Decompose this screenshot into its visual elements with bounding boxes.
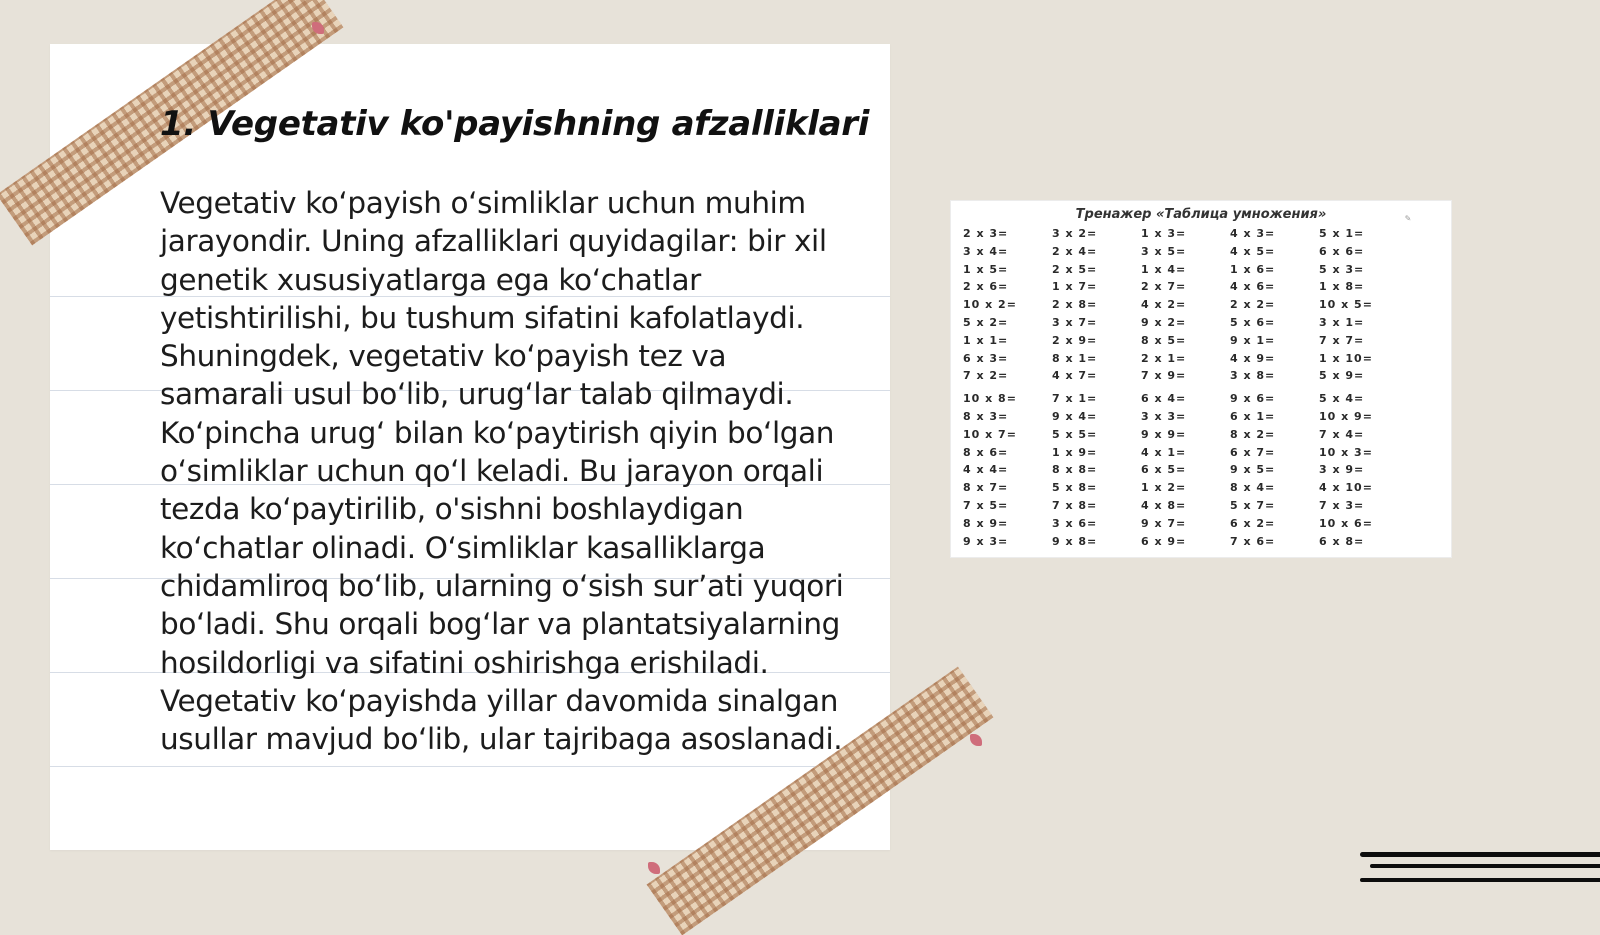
worksheet-problem: 6 x 9= <box>1141 534 1187 548</box>
worksheet-problem: 6 x 2= <box>1230 516 1276 530</box>
worksheet-problem: 5 x 2= <box>963 315 1009 329</box>
worksheet-problem: 7 x 4= <box>1319 427 1365 441</box>
worksheet-problem: 8 x 3= <box>963 409 1009 423</box>
worksheet-problem: 6 x 3= <box>963 351 1009 365</box>
worksheet-problem: 4 x 1= <box>1141 445 1187 459</box>
worksheet-problem: 4 x 4= <box>963 463 1009 477</box>
worksheet-problem: 3 x 8= <box>1230 369 1276 383</box>
multiplication-worksheet-image <box>950 200 1452 558</box>
worksheet-problem: 9 x 3= <box>963 534 1009 548</box>
worksheet-problem: 3 x 2= <box>1052 227 1098 240</box>
worksheet-problem: 1 x 8= <box>1319 280 1365 294</box>
worksheet-problem: 9 x 1= <box>1230 333 1276 347</box>
worksheet-problem: 5 x 5= <box>1052 427 1098 441</box>
worksheet-problem: 2 x 1= <box>1141 351 1187 365</box>
worksheet-column <box>1052 225 1132 550</box>
worksheet-problem: 1 x 9= <box>1052 445 1098 459</box>
paper-rule-line <box>50 766 890 767</box>
worksheet-problem: 5 x 1= <box>1319 227 1365 240</box>
worksheet-problem: 4 x 10= <box>1319 481 1373 495</box>
worksheet-problem: 9 x 4= <box>1052 409 1098 423</box>
worksheet-problem: 10 x 3= <box>1319 445 1373 459</box>
worksheet-problem: 1 x 5= <box>963 262 1009 276</box>
worksheet-problem: 9 x 6= <box>1230 392 1276 406</box>
worksheet-column <box>1230 225 1310 550</box>
worksheet-problem: 3 x 4= <box>963 244 1009 258</box>
worksheet-problem: 4 x 3= <box>1230 227 1276 240</box>
worksheet-problem: 2 x 4= <box>1052 244 1098 258</box>
worksheet-problem: 10 x 2= <box>963 298 1017 312</box>
worksheet-problem: 10 x 6= <box>1319 516 1373 530</box>
worksheet-problem: 7 x 5= <box>963 498 1009 512</box>
worksheet-problem: 8 x 4= <box>1230 481 1276 495</box>
brush-stroke <box>1360 852 1600 857</box>
worksheet-problem: 2 x 9= <box>1052 333 1098 347</box>
worksheet-problem: 9 x 8= <box>1052 534 1098 548</box>
worksheet-problem: 1 x 6= <box>1230 262 1276 276</box>
worksheet-problem: 6 x 5= <box>1141 463 1187 477</box>
worksheet-problem: 9 x 2= <box>1141 315 1187 329</box>
worksheet-problem: 8 x 1= <box>1052 351 1098 365</box>
worksheet-problem: 6 x 4= <box>1141 392 1187 406</box>
worksheet-problem: 7 x 7= <box>1319 333 1365 347</box>
worksheet-problem: 4 x 7= <box>1052 369 1098 383</box>
worksheet-problem: 8 x 6= <box>963 445 1009 459</box>
worksheet-problem: 1 x 3= <box>1141 227 1187 240</box>
worksheet-problem: 1 x 1= <box>963 333 1009 347</box>
worksheet-problem: 1 x 4= <box>1141 262 1187 276</box>
worksheet-problem: 2 x 2= <box>1230 298 1276 312</box>
worksheet-problem: 4 x 6= <box>1230 280 1276 294</box>
worksheet-problem: 9 x 7= <box>1141 516 1187 530</box>
worksheet-column <box>1319 225 1399 550</box>
worksheet-problem: 7 x 2= <box>963 369 1009 383</box>
worksheet-problem: 8 x 5= <box>1141 333 1187 347</box>
worksheet-problem: 1 x 7= <box>1052 280 1098 294</box>
brush-stroke <box>1360 878 1600 882</box>
worksheet-problem: 3 x 3= <box>1141 409 1187 423</box>
worksheet-problem: 2 x 5= <box>1052 262 1098 276</box>
worksheet-problem: 7 x 1= <box>1052 392 1098 406</box>
worksheet-problem: 10 x 5= <box>1319 298 1373 312</box>
worksheet-logo-icon: ✎ <box>1404 214 1412 223</box>
worksheet-problem: 5 x 7= <box>1230 498 1276 512</box>
worksheet-problem: 7 x 6= <box>1230 534 1276 548</box>
worksheet-problem: 2 x 6= <box>963 280 1009 294</box>
worksheet-problem: 8 x 9= <box>963 516 1009 530</box>
worksheet-problem: 6 x 8= <box>1319 534 1365 548</box>
worksheet-problem: 7 x 8= <box>1052 498 1098 512</box>
worksheet-problem: 9 x 9= <box>1141 427 1187 441</box>
worksheet-problem: 7 x 3= <box>1319 498 1365 512</box>
worksheet-problem: 8 x 7= <box>963 481 1009 495</box>
worksheet-problem: 5 x 8= <box>1052 481 1098 495</box>
worksheet-problem: 5 x 9= <box>1319 369 1365 383</box>
worksheet-problem: 4 x 5= <box>1230 244 1276 258</box>
worksheet-problem: 4 x 9= <box>1230 351 1276 365</box>
worksheet-problem: 3 x 7= <box>1052 315 1098 329</box>
worksheet-problem: 6 x 7= <box>1230 445 1276 459</box>
worksheet-problem: 1 x 2= <box>1141 481 1187 495</box>
tape-pin-right <box>970 734 982 746</box>
worksheet-problem: 4 x 2= <box>1141 298 1187 312</box>
worksheet-problem: 2 x 3= <box>963 227 1009 240</box>
slide-title: 1. Vegetativ ko'payishning afzalliklari <box>160 104 870 144</box>
worksheet-problem: 10 x 7= <box>963 427 1017 441</box>
worksheet-problem: 3 x 5= <box>1141 244 1187 258</box>
worksheet-problem: 4 x 8= <box>1141 498 1187 512</box>
worksheet-problem: 7 x 9= <box>1141 369 1187 383</box>
worksheet-problem: 6 x 6= <box>1319 244 1365 258</box>
worksheet-problem: 1 x 10= <box>1319 351 1373 365</box>
worksheet-problem: 10 x 8= <box>963 392 1017 406</box>
worksheet-column <box>1141 225 1221 550</box>
worksheet-problem: 2 x 8= <box>1052 298 1098 312</box>
slide-body-text: Vegetativ ko‘payish o‘simliklar uchun muhim jarayondir. Uning afzalliklari quyidagilar: bir xil genetik xususiyatlarga ega ko‘chatlar yetishtirilishi, bu tushum sifatini kafolatlaydi. Shuningdek, vegetativ ko‘payish tez va samarali usul bo‘lib, urug‘lar talab qilmaydi. Ko‘pincha urug‘ bilan ko‘paytirish qiyin bo‘lgan o‘simliklar uchun qo‘l keladi. Bu jarayon orqali tezda ko‘paytirilib, o'sishni boshlaydigan ko‘chatlar olinadi. O‘simliklar kasalliklarga chidamliroq bo‘lib, ularning o‘sish sur’ati yuqori bo‘ladi. Shu orqali bog‘lar va plantatsiyalarning hosildorligi va sifatini oshirishga erishiladi. Vegetativ ko‘payishda yillar davomida sinalgan usullar mavjud bo‘lib, ular tajribaga asoslanadi. <box>160 186 844 757</box>
worksheet-problem: 2 x 7= <box>1141 280 1187 294</box>
tape-pin-left <box>648 862 660 874</box>
worksheet-problem: 3 x 6= <box>1052 516 1098 530</box>
worksheet-problem: 3 x 9= <box>1319 463 1365 477</box>
worksheet-problem: 8 x 8= <box>1052 463 1098 477</box>
worksheet-problem: 10 x 9= <box>1319 409 1373 423</box>
worksheet-problem: 3 x 1= <box>1319 315 1365 329</box>
worksheet-problem: 9 x 5= <box>1230 463 1276 477</box>
worksheet-problem: 8 x 2= <box>1230 427 1276 441</box>
brush-stroke <box>1370 864 1600 868</box>
worksheet-problem: 5 x 3= <box>1319 262 1365 276</box>
worksheet-column <box>963 225 1043 550</box>
worksheet-problem: 5 x 4= <box>1319 392 1365 406</box>
worksheet-title: Тренажер «Таблица умножения» <box>1075 207 1327 222</box>
worksheet-problem: 5 x 6= <box>1230 315 1276 329</box>
worksheet-problem: 6 x 1= <box>1230 409 1276 423</box>
